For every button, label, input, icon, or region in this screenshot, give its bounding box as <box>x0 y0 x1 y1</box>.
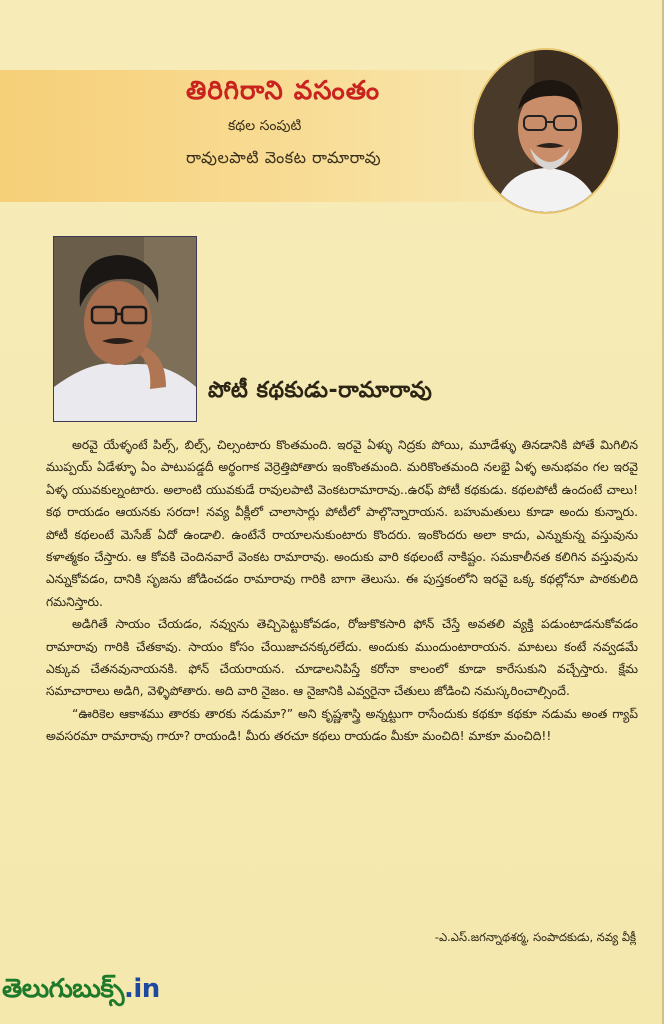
article-signature: -ఎ.ఎస్.జగన్నాథశర్మ, సంపాదకుడు, నవ్య వీక్లీ <box>434 930 636 944</box>
author-photo <box>472 48 620 214</box>
article-heading: పోటీ కథకుడు-రామారావు <box>208 378 433 403</box>
site-logo-suffix: .in <box>123 974 160 1004</box>
article-body <box>46 434 638 748</box>
reviewer-photo <box>53 236 197 422</box>
reviewer-portrait-icon <box>54 237 196 421</box>
author-name: రావులపాటి వెంకట రామారావు <box>186 148 382 167</box>
article-paragraph: అడిగితే సాయం చేయడం, నవ్వును తెచ్చిపెట్టుకోవడం, రోజుకొకసారి ఫోన్ చేస్తే అవతలి వ్యక్తి పడుంటాడనుకోవడం రామారావు గారికి చేతకావు. సాయం కోసం చేయిజాచనక్కరలేదు. అందుకు ముందుంటారాయన. మాటలు కంటే నవ్వడమే ఎక్కువ చేతనవునాయనకి. ఫోన్ చేయరాయన. చూడాలనిపిస్తే కరోనా కాలంలో కూడా కారేసుకుని వచ్చేస్తారు. క్షేమ సమాచారాలు అడిగి, వెళ్ళిపోతారు. అది వారి నైజం. ఆ నైజానికి ఎవ్వరైనా చేతులు జోడించి నమస్కరించాల్సిందే. <box>46 617 638 699</box>
author-portrait-icon <box>474 50 618 212</box>
article-paragraph: “ఊరికెల ఆకాశము తారకు తారకు నడుమా?” అని కృష్ణశాస్త్రి అన్నట్టుగా రాసేందుకు కథకూ కథకూ నడుమ అంత గ్యాప్ అవసరమా రామారావు గారూ? రాయండి! మీరు తరచూ కథలు రాయడం మీకూ మంచిది! మాకూ మంచిది!! <box>46 706 638 744</box>
site-logo <box>2 974 160 1010</box>
site-logo-name: తెలుగుబుక్స్ <box>2 974 124 1004</box>
book-subtitle: కథల సంపుటి <box>228 118 302 134</box>
article-paragraph: అరవై యేళ్ళంటే పిల్స్, బిల్స్, చిల్సంటారు కొంతమంది. ఇరవై ఏళ్ళు నిద్రకు పోయి, మూడేళ్ళు తినడానికి పోతే మిగిలిన ముప్పయ్ ఏడేళ్ళూ ఏం పాటుపడ్డదీ అర్థంగాక వెర్రెత్తిపోతారు ఇంకొంతమంది. మరికొంతమంది నలభై ఏళ్ళ అనుభవం గల ఇరవై ఏళ్ళ యువకుల్నంటారు. అలాంటి యువకుడే రావులపాటి వెంకటరామారావు..ఉరఫ్ పోటీ కథకుడు. కథలపోటీ ఉందంటే చాలు! కథ రాయడం ఆయనకు సరదా! నవ్య వీక్లీలో చాలాసార్లు పోటీలో పాల్గొన్నారాయన. బహుమతులు కూడా అందు కున్నారు. పోటీ కథలంటే మెసేజ్ ఏదో ఉండాలి. ఉంటేనే రాయాలనుకుంటారు కొందరు. ఇంకొందరు అలా కాదు, ఎన్నుకున్న వస్తువును కళాత్మకం చేస్తారు. ఆ కోవకి చెందినవారే వెంకట రామారావు. అందుకు వారి కథలంటే నాకిష్టం. సమకాలీనత కలిగిన వస్తువును ఎన్నుకోవడం, దానికి సృజను జోడించడం రామారావు గారికి బాగా తెలుసు. ఈ పుస్తకంలోని ఇరవై ఒక్క కథల్లోనూ పాఠకులిది గమనిస్తారు. <box>46 438 638 609</box>
book-title: తిరిగిరాని వసంతం <box>186 76 381 106</box>
